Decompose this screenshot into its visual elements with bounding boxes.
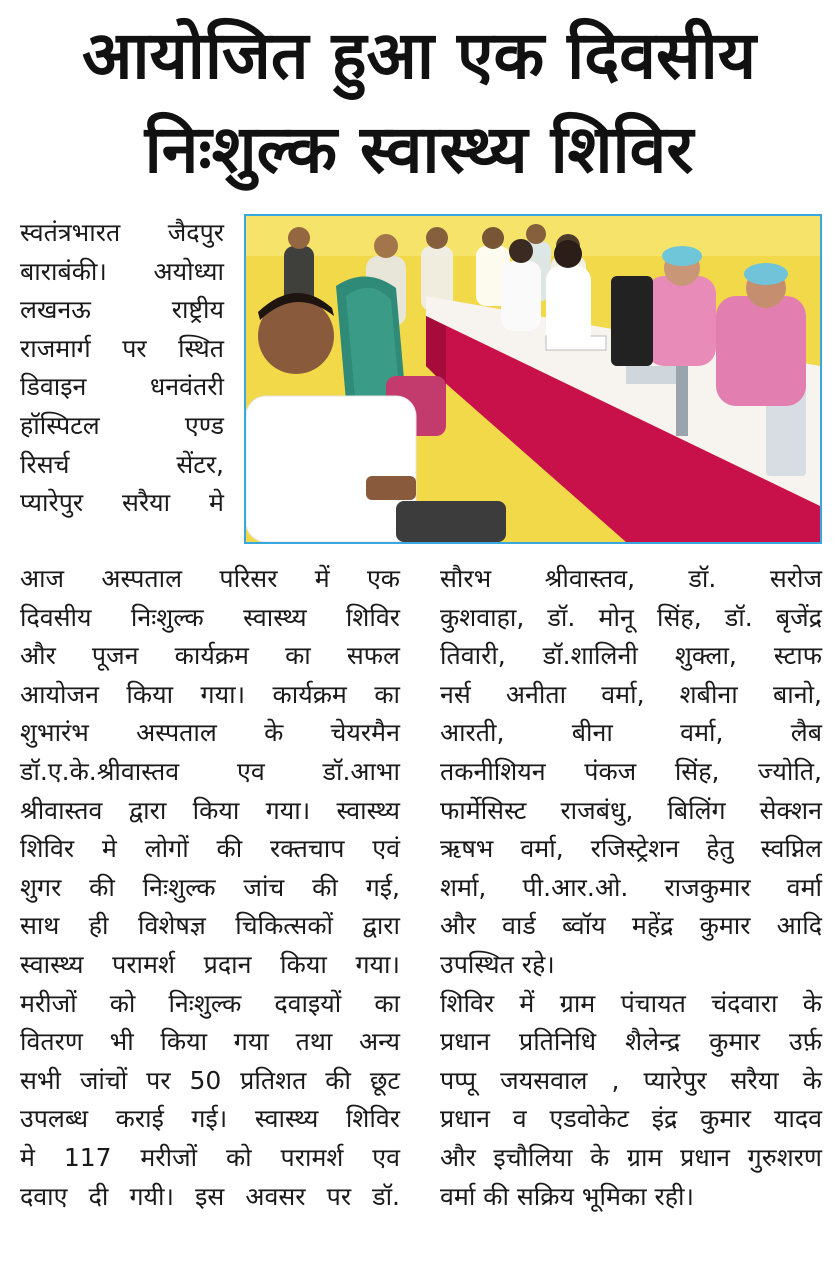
text-line: मरीजों को निःशुल्क दवाइयों का bbox=[20, 988, 400, 1018]
text-line: वितरण भी किया गया तथा अन्य bbox=[20, 1027, 400, 1057]
text-line: आयोजन किया गया। कार्यक्रम का bbox=[20, 679, 400, 709]
text-line: शुगर की निःशुल्क जांच की गई, bbox=[20, 872, 400, 902]
text-line: कुशवाहा, डॉ. मोनू सिंह, डॉ. बृजेंद्र bbox=[440, 602, 822, 632]
column-2-text bbox=[440, 560, 822, 1216]
health-camp-photo bbox=[244, 214, 822, 544]
text-line: प्रधान व एडवोकेट इंद्र कुमार यादव bbox=[440, 1104, 822, 1134]
text-line: साथ ही विशेषज्ञ चिकित्सकों द्वारा bbox=[20, 911, 400, 941]
text-line: डॉ.ए.के.श्रीवास्तव एव डॉ.आभा bbox=[20, 756, 400, 786]
text-line: सभी जांचों पर 50 प्रतिशत की छूट bbox=[20, 1065, 400, 1095]
text-line: श्रीवास्तव द्वारा किया गया। स्वास्थ्य bbox=[20, 795, 400, 825]
text-line: स्वतंत्रभारत जैदपुर bbox=[20, 218, 224, 247]
headline-line-1: आयोजित हुआ एक दिवसीय bbox=[82, 17, 756, 94]
text-line: और इचौलिया के ग्राम प्रधान गुरुशरण bbox=[440, 1142, 822, 1172]
text-line: शर्मा, पी.आर.ओ. राजकुमार वर्मा bbox=[440, 872, 822, 902]
text-line: मे 117 मरीजों को परामर्श एव bbox=[20, 1142, 400, 1172]
text-line: उपलब्ध कराई गई। स्वास्थ्य शिविर bbox=[20, 1104, 400, 1134]
text-line: राजमार्ग पर स्थित bbox=[20, 333, 224, 363]
text-line: शिविर मे लोगों की रक्तचाप एवं bbox=[20, 834, 400, 864]
text-line: आरती, बीना वर्मा, लैब bbox=[440, 718, 822, 748]
text-line: पप्पू जयसवाल , प्यारेपुर सरैया के bbox=[440, 1065, 822, 1095]
column-1-top-text bbox=[20, 214, 224, 523]
text-line: सौरभ श्रीवास्तव, डॉ. सरोज bbox=[440, 564, 822, 593]
text-line: डिवाइन धनवंतरी bbox=[20, 372, 224, 402]
text-line: हॉस्पिटल एण्ड bbox=[20, 410, 224, 440]
text-line: लखनऊ राष्ट्रीय bbox=[20, 295, 224, 325]
text-line: शुभारंभ अस्पताल के चेयरमैन bbox=[20, 718, 400, 748]
text-line: और पूजन कार्यक्रम का सफल bbox=[20, 641, 400, 671]
text-line: ऋषभ वर्मा, रजिस्ट्रेशन हेतु स्वप्निल bbox=[440, 834, 822, 864]
column-1-bottom-text bbox=[20, 560, 400, 1216]
headline-line-2: निःशुल्क स्वास्थ्य शिविर bbox=[144, 111, 694, 188]
text-line: फार्मेसिस्ट राजबंधु, बिलिंग सेक्शन bbox=[440, 795, 822, 825]
text-line: स्वास्थ्य परामर्श प्रदान किया गया। bbox=[20, 949, 400, 979]
text-line: प्यारेपुर सरैया मे bbox=[20, 488, 224, 518]
text-line: दिवसीय निःशुल्क स्वास्थ्य शिविर bbox=[20, 602, 400, 632]
text-line: नर्स अनीता वर्मा, शबीना बानो, bbox=[440, 679, 822, 709]
text-line: प्रधान प्रतिनिधि शैलेन्द्र कुमार उर्फ़ bbox=[440, 1027, 822, 1057]
text-line: तिवारी, डॉ.शालिनी शुक्ला, स्टाफ bbox=[440, 641, 822, 671]
text-line: आज अस्पताल परिसर में एक bbox=[20, 564, 400, 593]
text-line: दवाए दी गयी। इस अवसर पर डॉ. bbox=[20, 1181, 400, 1211]
text-line: उपस्थित रहे। bbox=[440, 949, 555, 979]
text-line: शिविर में ग्राम पंचायत चंदवारा के bbox=[440, 988, 822, 1018]
text-line: बाराबंकी। अयोध्या bbox=[20, 256, 224, 286]
text-line: वर्मा की सक्रिय भूमिका रही। bbox=[440, 1181, 694, 1211]
text-line: रिसर्च सेंटर, bbox=[20, 449, 224, 479]
text-line: और वार्ड ब्वॉय महेंद्र कुमार आदि bbox=[440, 911, 822, 941]
text-line: तकनीशियन पंकज सिंह, ज्योति, bbox=[440, 756, 822, 786]
